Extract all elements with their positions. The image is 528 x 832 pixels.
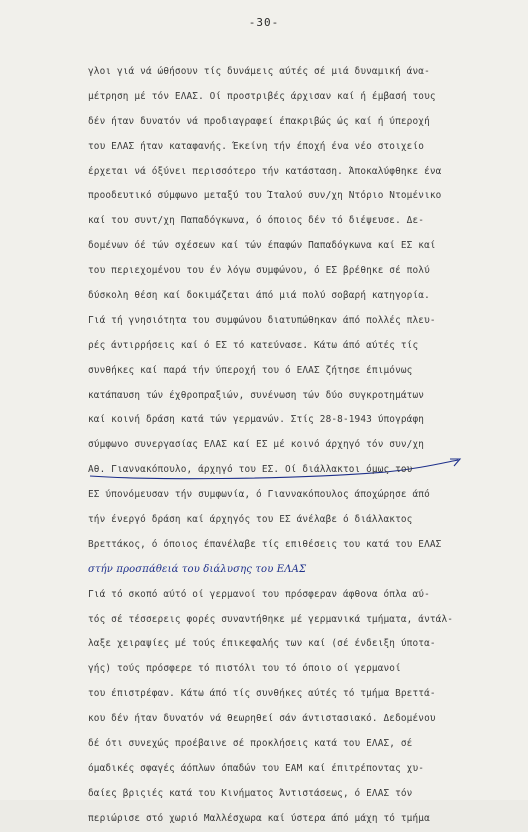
text-line: τός σέ τέσσερεις φορές συναντήθηκε μέ γερμανικά τμήματα, άντάλ- bbox=[88, 613, 454, 625]
text-line: δέ ότι συνεχώς προέβαινε σέ προκλήσεις κατά του ΕΛΑΣ, σέ bbox=[88, 738, 413, 750]
text-line: σύμφωνο συνεργασίας ΕΛΑΣ καί ΕΣ μέ κοινό άρχηγό τόν συν/χη bbox=[88, 439, 425, 451]
text-line: Αθ. Γιαννακόπουλο, άρχηγό του ΕΣ. Οί διάλλακτοι όμως του bbox=[88, 464, 413, 476]
text-line: ρές άντιρρήσεις καί ό ΕΣ τό κατεύνασε. Κάτω άπό αύτές τίς bbox=[88, 339, 419, 351]
text-line: ΕΣ ύπονόμευσαν τήν συμφωνία, ό Γιαννακόπουλος άποχώρησε άπό bbox=[88, 489, 430, 501]
text-line: καί του συντ/χη Παπαδόγκωνα, ό όποιος δέν τό διέψευσε. Δε- bbox=[88, 215, 425, 227]
text-line: δαίες βριςιές κατά του Κινήματος Άντιστάσεως, ό ΕΛΑΣ τόν bbox=[88, 787, 413, 799]
text-line: δέν ήταν δυνατόν νά προδιαγραφεί έπακριβώς ώς καί ή ύπεροχή bbox=[88, 115, 430, 127]
text-line: Βρεττάκος, ό όποιος έπανέλαβε τίς επιθέσεις του κατά του ΕΛΑΣ bbox=[88, 538, 442, 550]
text-line: τήν ένεργό δράση καί άρχηγός του ΕΣ άνέλαβε ό διάλλακτος bbox=[88, 514, 413, 526]
text-line: κατάπαυση τών έχθροπραξιών, συνένωση τών δύο συγκροτημάτων bbox=[88, 389, 425, 401]
text-line: του ΕΛΑΣ ήταν καταφανής. Έκείνη τήν έποχή ένα νέο στοιχείο bbox=[88, 140, 425, 152]
text-line: μέτρηση μέ τόν ΕΛΑΣ. Οί προστριβές άρχισαν καί ή έμβασή τους bbox=[88, 90, 436, 102]
body-text bbox=[88, 60, 508, 832]
text-line: δομένων όέ τών σχέσεων καί τών έπαφών Παπαδόγκωνα καί ΕΣ καί bbox=[88, 240, 436, 252]
text-line: δύσκολη θέση καί δοκιμάζεται άπό μιά πολύ σοβαρή κατηγορία. bbox=[88, 290, 430, 302]
handwritten-insertion-line: στήν προσπάθειά του διάλυσης του ΕΛΑΣ bbox=[88, 563, 307, 575]
page-number: -30- bbox=[248, 16, 280, 29]
text-line: Γιά τή γνησιότητα του συμφώνου διατυπώθηκαν άπό πολλές πλευ- bbox=[88, 314, 436, 326]
text-line: έρχεται νά όξύνει περισσότερο τήν κατάσταση. Άποκαλύφθηκε ένα bbox=[88, 165, 442, 177]
text-line: γής) τούς πρόσφερε τό πιστόλι του τό όποιο οί γερμανοί bbox=[88, 663, 401, 675]
text-line: καί κοινή δράση κατά τών γερμανών. Στίς 28-8-1943 ύπογράφη bbox=[88, 414, 425, 426]
text-line: γλοι γιά νά ώθήσουν τίς δυνάμεις αύτές σέ μιά δυναμική άνα- bbox=[88, 66, 430, 77]
text-line: λαξε χειραψίες μέ τούς έπικεφαλής των καί (σέ ένδειξη ύποτα- bbox=[88, 638, 436, 650]
text-line: περιώρισε στό χωριό Μαλλέσχωρα καί ύστερα άπό μάχη τό τμήμα bbox=[88, 812, 430, 824]
text-line: συνθήκες καί παρά τήν ύπεροχή του ό ΕΛΑΣ ζήτησε έπιμόνως bbox=[88, 364, 413, 376]
text-line: του περιεχομένου του έν λόγω συμφώνου, ό ΕΣ βρέθηκε σέ πολύ bbox=[88, 265, 430, 277]
text-line: προοδευτικό σύμφωνο μεταξύ του Ίταλού συν/χη Ντόριο Ντομένικο bbox=[88, 190, 442, 202]
text-line: όμαδικές σφαγές άόπλων όπαδών του ΕΑΜ καί έπιτρέποντας χυ- bbox=[88, 762, 425, 774]
text-line: του έπιστρέφαν. Κάτω άπό τίς συνθήκες αύτές τό τμήμα Βρεττά- bbox=[88, 688, 436, 700]
text-line: κου δέν ήταν δυνατόν νά θεωρηθεί σάν άντιστασιακό. Δεδομένου bbox=[88, 713, 436, 725]
text-line: Γιά τό σκοπό αύτό οί γερμανοί του πρόσφεραν άφθονα όπλα αύ- bbox=[88, 588, 430, 600]
